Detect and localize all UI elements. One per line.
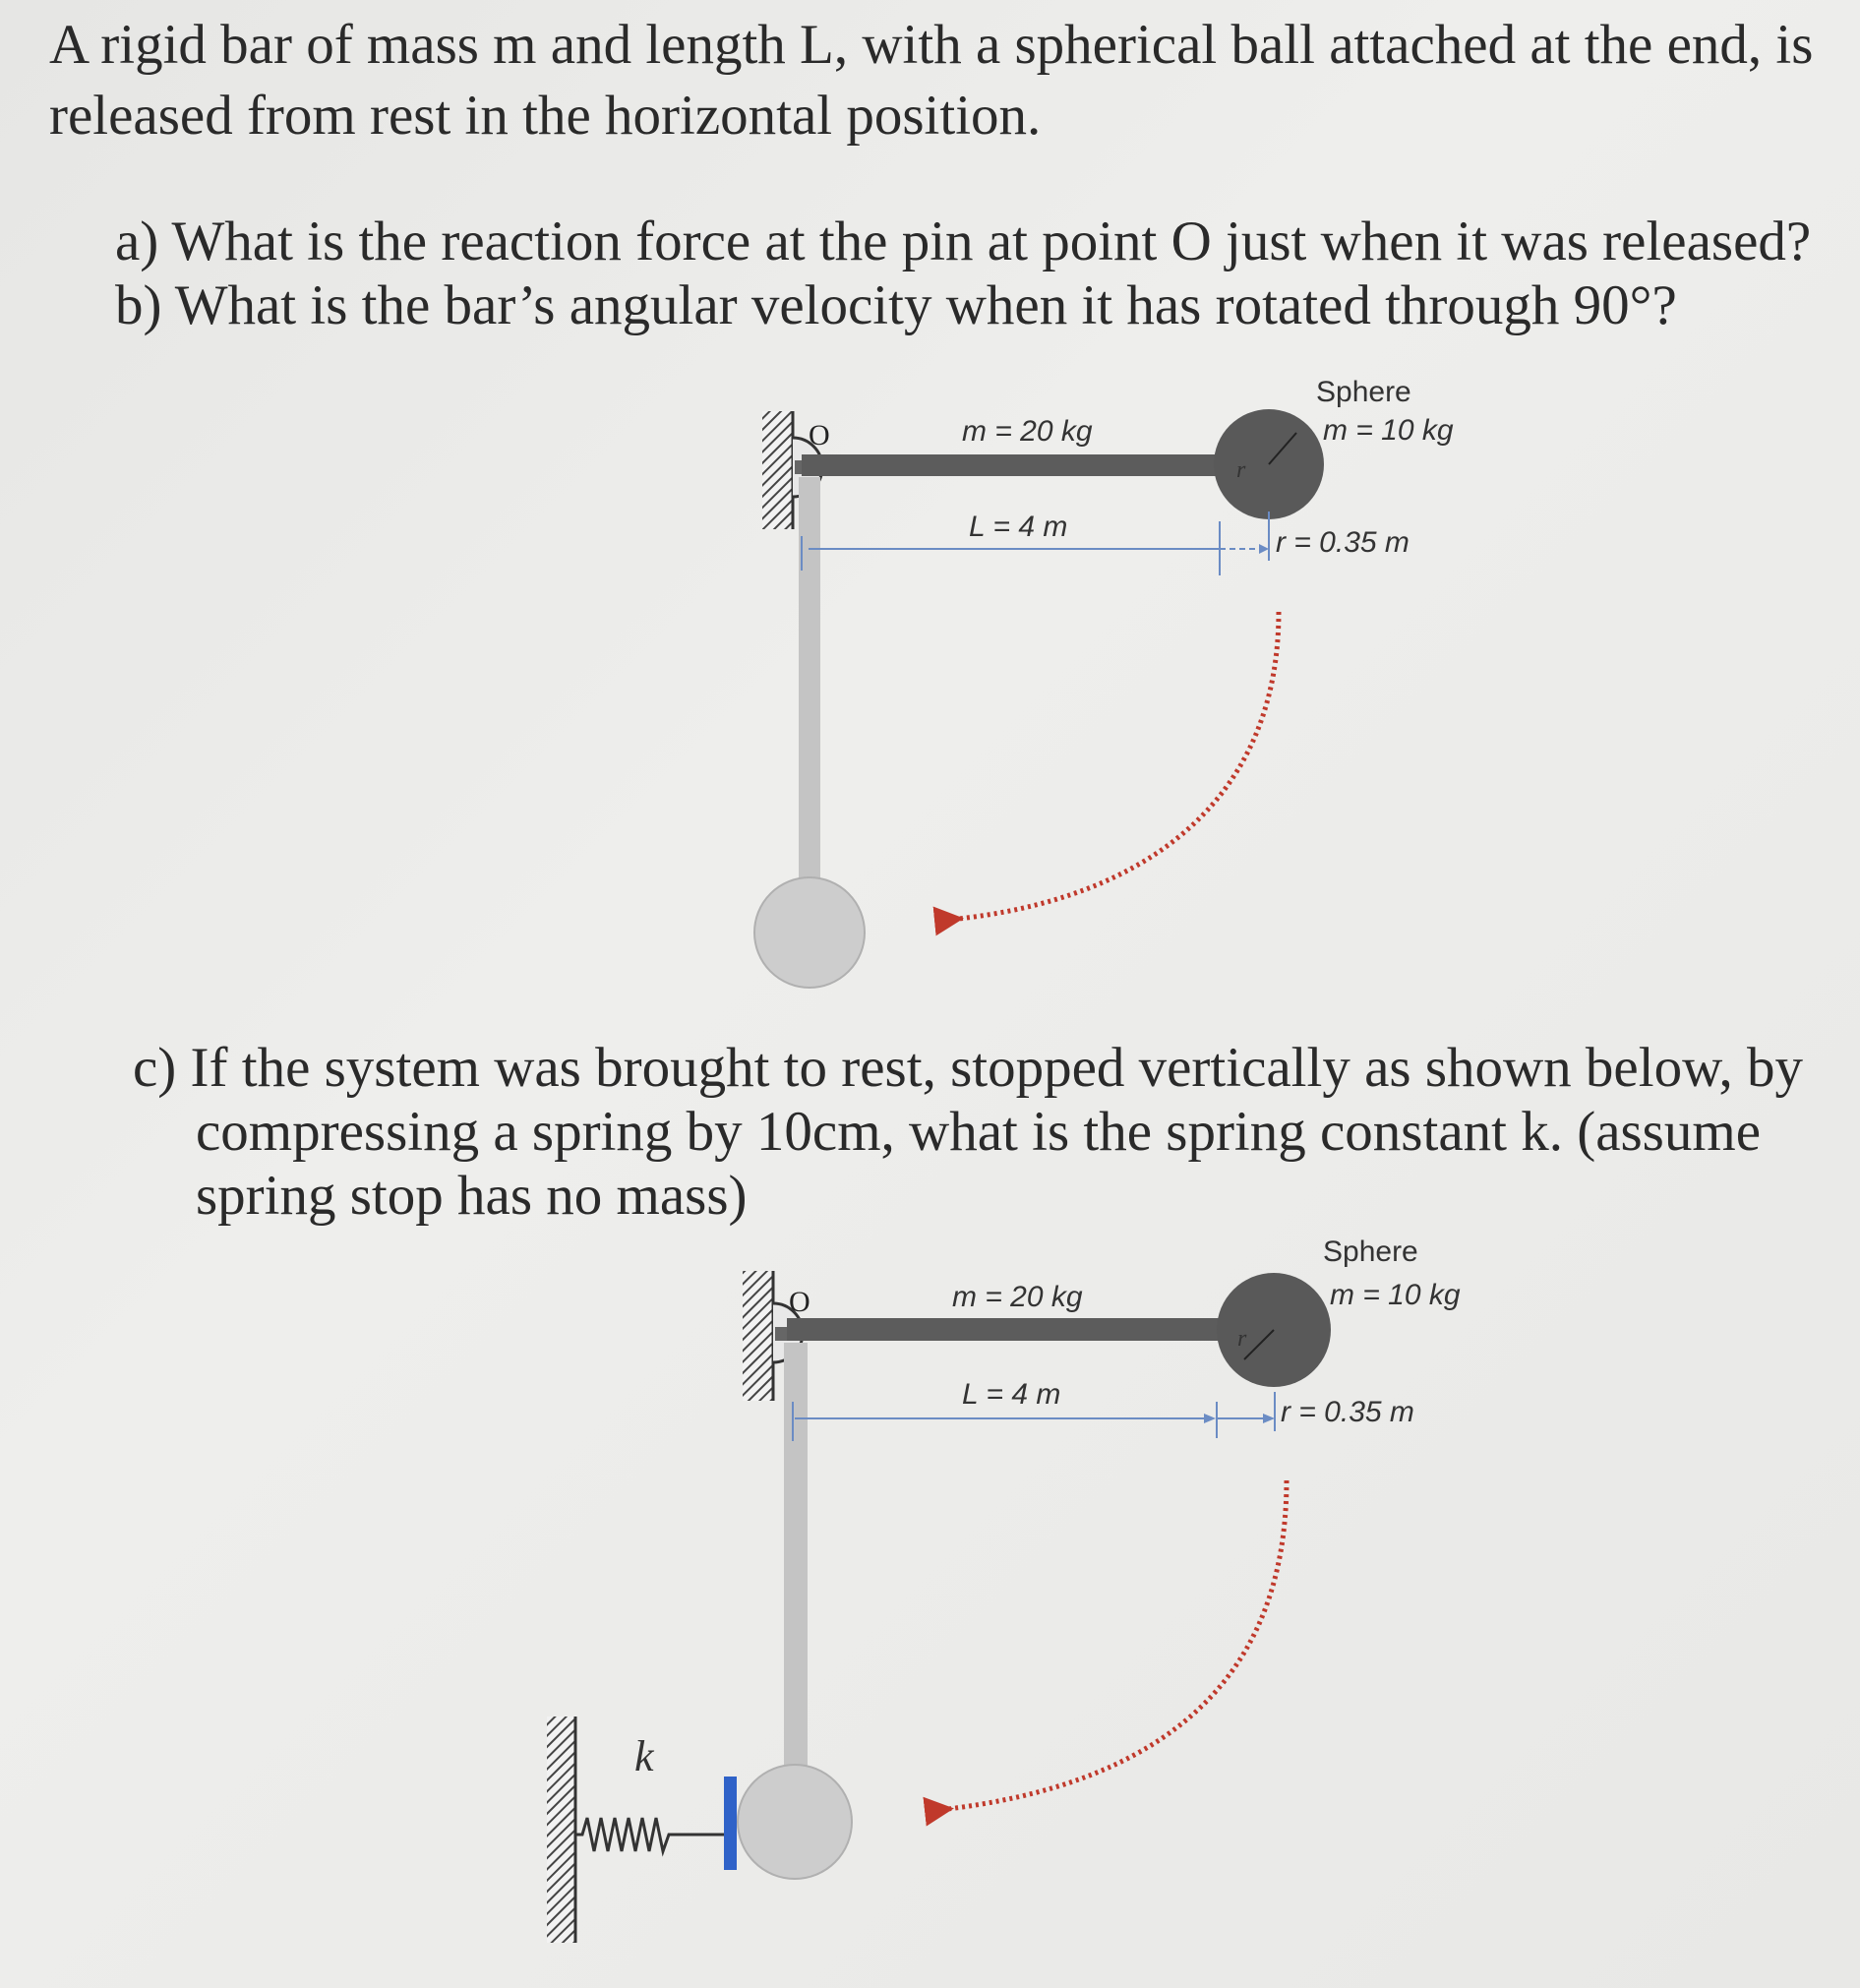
sphere-final-position <box>754 877 865 988</box>
rotation-arrow <box>949 612 1279 920</box>
radius-symbol: r <box>1237 1326 1247 1352</box>
question-c-line-3: spring stop has no mass) <box>196 1165 748 1227</box>
sphere-mass-label: m = 10 kg <box>1323 414 1454 447</box>
question-b: b) What is the bar’s angular velocity when it has rotated through 90°? <box>115 274 1677 336</box>
bar-horizontal <box>802 454 1220 476</box>
radius-symbol: r <box>1236 457 1246 483</box>
spring <box>575 1818 726 1851</box>
bar-final-position <box>784 1343 808 1780</box>
sphere-title-label: Sphere <box>1316 376 1411 408</box>
radius-value-label: r = 0.35 m <box>1281 1396 1414 1428</box>
rotation-arrow <box>939 1480 1287 1810</box>
intro-line-1: A rigid bar of mass m and length L, with a spherical ball attached at the end, is <box>49 14 1814 76</box>
question-c-line-1: c) If the system was brought to rest, stopped vertically as shown below, by <box>133 1037 1804 1099</box>
bar-horizontal <box>787 1318 1220 1341</box>
bar-length-label: L = 4 m <box>962 1378 1061 1411</box>
question-a: a) What is the reaction force at the pin at point O just when it was released? <box>115 211 1812 272</box>
spring-wall <box>547 1717 574 1943</box>
wall-support <box>762 411 792 529</box>
question-c-line-2: compressing a spring by 10cm, what is the spring constant k. (assume <box>196 1101 1761 1163</box>
radius-value-label: r = 0.35 m <box>1276 526 1410 559</box>
wall-support <box>743 1271 772 1401</box>
sphere-final-position <box>738 1765 852 1879</box>
spring-stop <box>724 1777 737 1870</box>
bar-mass-label: m = 20 kg <box>962 415 1093 448</box>
pivot-label-o: O <box>809 419 830 452</box>
bar-mass-label: m = 20 kg <box>952 1281 1083 1313</box>
figure-2 <box>0 1220 1860 1988</box>
spring-constant-label: k <box>634 1732 654 1780</box>
sphere-title-label: Sphere <box>1323 1235 1418 1268</box>
pivot-label-o: O <box>789 1286 810 1318</box>
intro-line-2: released from rest in the horizontal position. <box>49 85 1042 147</box>
sphere-mass-label: m = 10 kg <box>1330 1279 1461 1311</box>
bar-length-label: L = 4 m <box>969 511 1068 543</box>
